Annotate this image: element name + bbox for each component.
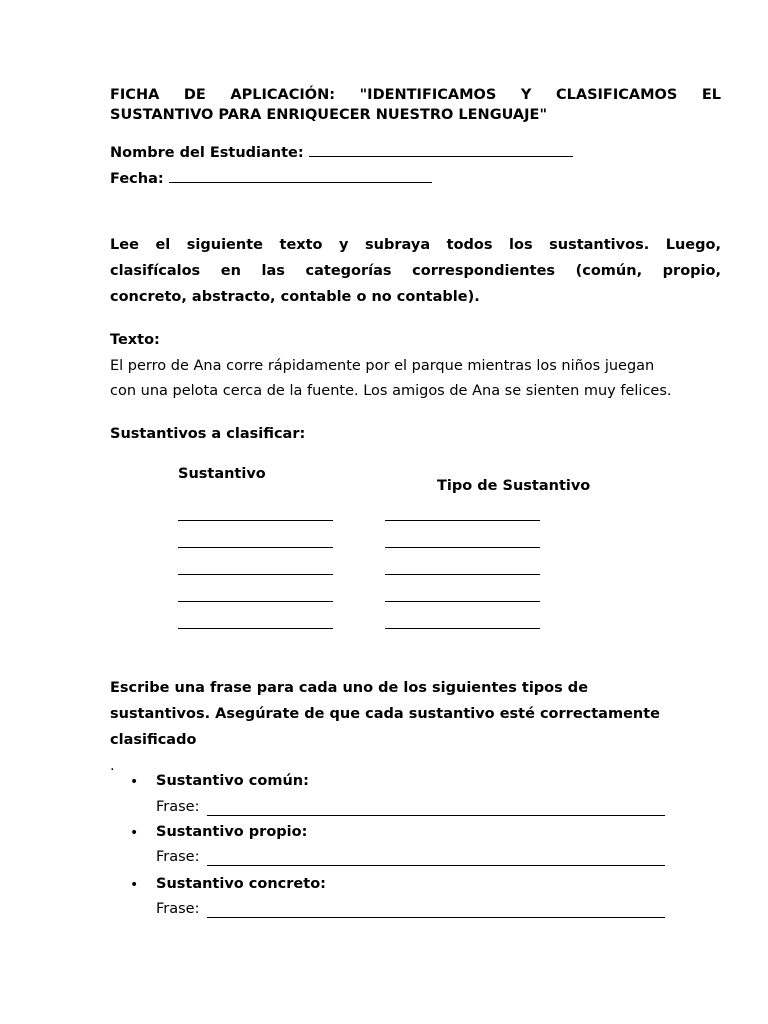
frase-blank-propio[interactable] (207, 865, 665, 866)
instructions-1 (110, 232, 721, 310)
text-label: Texto: (110, 332, 160, 348)
frase-label: Frase: (156, 901, 200, 917)
instructions-1-line-1: Lee el siguiente texto y subraya todos los sustantivos. Luego, (110, 237, 721, 253)
worksheet-title (110, 85, 721, 125)
bullet-dot: • (130, 877, 139, 893)
frase-blank-concreto[interactable] (207, 917, 665, 918)
instructions-2-line-3: clasificado . (110, 732, 197, 774)
bullet-dot: • (130, 774, 139, 790)
date-blank[interactable] (169, 167, 432, 183)
tipo-blank[interactable] (385, 601, 540, 602)
bullet-dot: • (130, 825, 139, 841)
student-name-field (110, 141, 573, 163)
reading-text-line-1: El perro de Ana corre rápidamente por el parque mientras los niños juegan (110, 358, 655, 374)
bullet-label-concreto: Sustantivo concreto: (156, 876, 326, 892)
tipo-blank[interactable] (385, 520, 540, 521)
bullet-label-comun: Sustantivo común: (156, 773, 309, 789)
frase-blank-comun[interactable] (207, 815, 665, 816)
title-line-2: SUSTANTIVO PARA ENRIQUECER NUESTRO LENGUAJE" (110, 107, 548, 123)
instructions-1-line-3: concreto, abstracto, contable o no contable). (110, 289, 480, 305)
tipo-blank[interactable] (385, 628, 540, 629)
column-header-sustantivo: Sustantivo (178, 466, 266, 482)
date-field (110, 167, 432, 189)
instructions-2-line-1: Escribe una frase para cada uno de los siguientes tipos de (110, 680, 589, 696)
instructions-2-line-2: sustantivos. Asegúrate de que cada sustantivo esté correctamente (110, 706, 661, 722)
bullet-label-propio: Sustantivo propio: (156, 824, 308, 840)
sustantivo-blank[interactable] (178, 520, 333, 521)
student-name-label: Nombre del Estudiante: (110, 145, 304, 161)
column-header-tipo: Tipo de Sustantivo (437, 478, 591, 494)
reading-text-line-2: con una pelota cerca de la fuente. Los amigos de Ana se sienten muy felices. (110, 383, 672, 399)
frase-label: Frase: (156, 799, 200, 815)
classify-label: Sustantivos a clasificar: (110, 426, 306, 442)
date-label: Fecha: (110, 171, 164, 187)
sustantivo-blank[interactable] (178, 574, 333, 575)
instructions-2 (110, 675, 721, 779)
tipo-blank[interactable] (385, 574, 540, 575)
sustantivo-blank[interactable] (178, 547, 333, 548)
tipo-blank[interactable] (385, 547, 540, 548)
student-name-blank[interactable] (309, 141, 573, 157)
frase-label: Frase: (156, 849, 200, 865)
instructions-1-line-2: clasifícalos en las categorías correspondientes (común, propio, (110, 263, 721, 279)
sustantivo-blank[interactable] (178, 601, 333, 602)
reading-text (110, 354, 721, 404)
title-line-1: FICHA DE APLICACIÓN: "IDENTIFICAMOS Y CLASIFICAMOS EL (110, 87, 721, 103)
sustantivo-blank[interactable] (178, 628, 333, 629)
